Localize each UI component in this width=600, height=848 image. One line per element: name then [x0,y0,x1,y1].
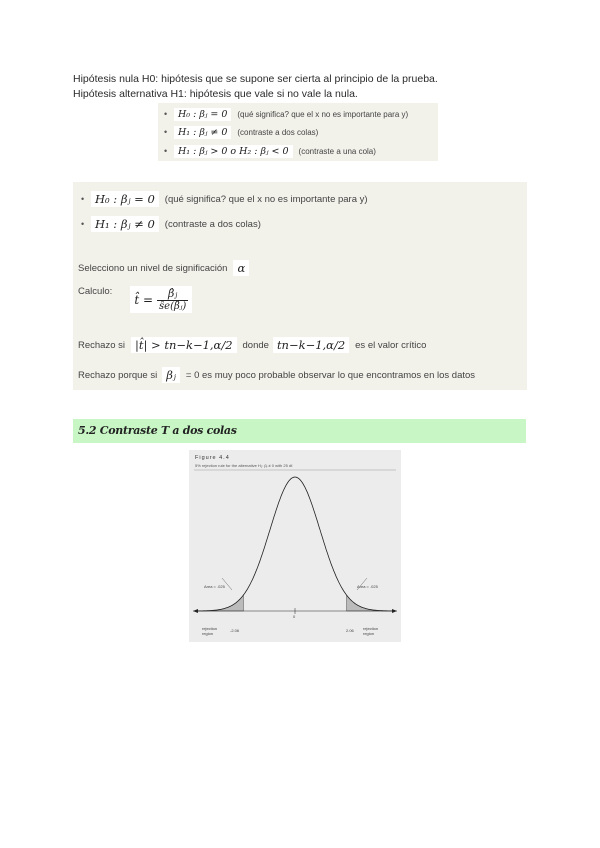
significance-row [78,260,255,276]
zero-label: 0 [293,614,296,619]
reason-text: Rechazo porque si [78,369,158,381]
section-heading [73,419,526,443]
figure-title: Figure 4.4 [195,455,230,461]
left-rejection-region [198,595,244,611]
one-tail-equation: H₁ : βⱼ > 0 o H₂ : βⱼ < 0 [174,145,293,158]
axis-arrow-right-icon [392,609,397,613]
bullet: • [164,127,168,137]
bullet: • [81,219,85,229]
donde-text: donde [242,339,269,351]
small-hypothesis-row-2 [164,123,318,141]
h0-equation: H₀ : βⱼ = 0 [174,108,231,121]
critical-value-text: es el valor crítico [355,339,427,351]
right-area-label: Area = .025 [357,584,378,589]
section-heading-text: 5.2 Contraste T a dos colas [78,424,237,437]
t-statistic-formula [130,286,192,313]
t-numerator: β̂ⱼ [157,287,188,301]
large-hypothesis-row-1 [81,191,368,207]
calc-label: Calculo: [78,286,113,297]
small-hypothesis-row-3 [164,142,376,160]
t-denominator: ŝe(β̂ⱼ) [159,301,187,312]
h0-note: (qué significa? que el x no es importante para y) [237,109,409,119]
right-critical-value: 2.06 [346,628,354,633]
alpha-symbol: α [233,260,249,276]
right-rejection-label: rejection region [363,626,379,636]
bullet: • [81,194,85,204]
h1-note: (contraste a dos colas) [237,127,319,137]
figure-caption: 5% rejection rule for the alternative H₁: βⱼ ≠ 0 with 25 df. [195,463,294,468]
t-distribution-figure [189,450,401,642]
right-rejection-region [347,595,393,611]
axis-arrow-left-icon [193,609,198,613]
intro-text [73,72,438,102]
t-lhs: t̂ = [134,292,154,307]
reason-text-end: = 0 es muy poco probable observar lo que encontramos en los datos [185,369,476,381]
reject-equation: |t̂| > tn−k−1,α/2 [131,337,237,353]
reject-text: Rechazo si [78,339,125,351]
rejection-rule-row [78,337,426,353]
t-fraction [157,287,188,312]
h0-note: (qué significa? que el x no es importante para y) [164,193,368,205]
h1-equation: H₁ : βⱼ ≠ 0 [174,126,231,139]
small-hypothesis-row-1 [164,105,408,123]
significance-text: Selecciono un nivel de significación [78,262,228,274]
critical-value-equation: tn−k−1,α/2 [273,337,349,353]
bullet: • [164,109,168,119]
left-area-label: Area = .025 [204,584,225,589]
reason-row [78,367,475,383]
one-tail-note: (contraste a una cola) [298,146,376,156]
h1-equation: H₁ : βⱼ ≠ 0 [91,216,159,232]
intro-alternative-hypothesis: Hipótesis alternativa H1: hipótesis que vale si no vale la nula. [73,88,358,100]
left-rejection-label: rejection region [202,626,218,636]
hypothesis-image-small [158,103,438,161]
h0-equation: H₀ : βⱼ = 0 [91,191,159,207]
density-curve [198,477,393,611]
left-critical-value: -2.06 [230,628,240,633]
intro-null-hypothesis: Hipótesis nula H0: hipótesis que se supone ser cierta al principio de la prueba. [73,73,438,85]
bullet: • [164,146,168,156]
h1-note: (contraste a dos colas) [164,218,261,230]
calculation-row [78,286,198,313]
beta-symbol: βⱼ [162,367,180,383]
large-hypothesis-row-2 [81,216,261,232]
hypothesis-image-large [73,182,527,390]
